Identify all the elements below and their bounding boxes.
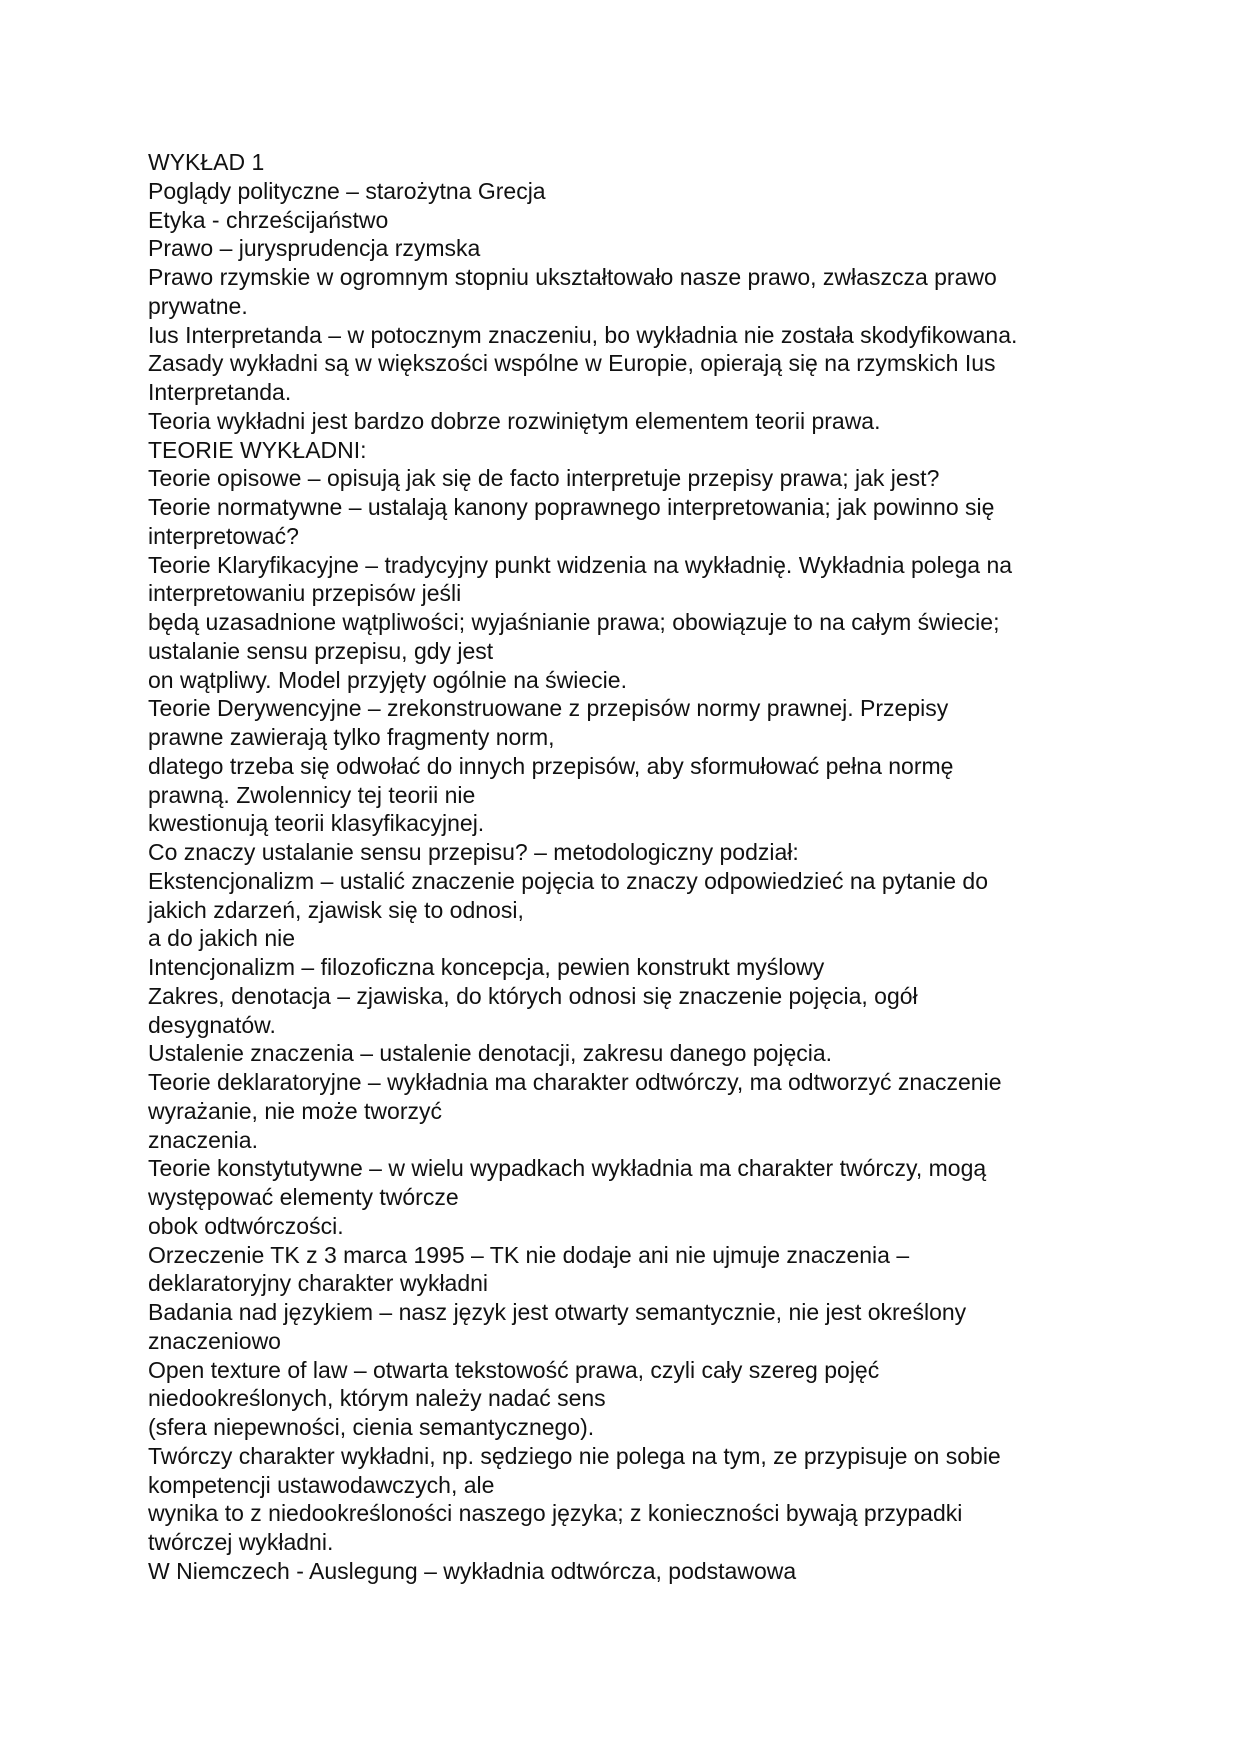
text-line: jakich zdarzeń, zjawisk się to odnosi,	[148, 896, 524, 923]
text-line: prawne zawierają tylko fragmenty norm,	[148, 724, 555, 750]
text-line: niedookreślonych, którym należy nadać sens	[148, 1385, 606, 1412]
text-line: prywatne.	[148, 292, 248, 319]
text-line: twórczej wykładni.	[148, 1529, 334, 1555]
text-line: W Niemczech - Auslegung – wykładnia odtwórcza, podstawowa	[148, 1557, 797, 1584]
text-line: Prawo rzymskie w ogromnym stopniu ukształtowało nasze prawo, zwłaszcza prawo	[148, 264, 997, 290]
text-line: Prawo – jurysprudencja rzymska	[148, 235, 481, 262]
text-line: ustalanie sensu przepisu, gdy jest	[148, 637, 494, 664]
text-line: Badania nad językiem – nasz język jest otwarty semantycznie, nie jest określony	[148, 1299, 967, 1325]
text-line: Teorie Derywencyjne – zrekonstruowane z przepisów normy prawnej. Przepisy	[148, 695, 949, 722]
text-line: on wątpliwy. Model przyjęty ogólnie na świecie.	[148, 666, 627, 693]
text-line: Teorie opisowe – opisują jak się de facto interpretuje przepisy prawa; jak jest?	[148, 465, 940, 492]
text-line: znaczeniowo	[148, 1327, 281, 1354]
text-line: Ekstencjonalizm – ustalić znaczenie pojęcia to znaczy odpowiedzieć na pytanie do	[148, 867, 988, 894]
text-line: występować elementy twórcze	[148, 1184, 459, 1210]
text-line: będą uzasadnione wątpliwości; wyjaśnianie prawa; obowiązuje to na całym świecie;	[148, 609, 1000, 635]
text-line: a do jakich nie	[148, 925, 296, 952]
text-line: dlatego trzeba się odwołać do innych przepisów, aby sformułować pełna normę	[148, 752, 954, 779]
text-line: Teoria wykładni jest bardzo dobrze rozwiniętym elementem teorii prawa.	[148, 407, 881, 434]
text-line: Teorie deklaratoryjne – wykładnia ma charakter odtwórczy, ma odtworzyć znaczenie	[148, 1069, 1002, 1095]
text-line: obok odtwórczości.	[148, 1212, 344, 1239]
text-line: TEORIE WYKŁADNI:	[148, 436, 367, 463]
text-line: Ius Interpretanda – w potocznym znaczeniu, bo wykładnia nie została skodyfikowana.	[148, 321, 1018, 348]
text-line: Twórczy charakter wykładni, np. sędziego nie polega na tym, ze przypisuje on sobie	[148, 1442, 1001, 1469]
text-line: desygnatów.	[148, 1011, 276, 1038]
text-line: Open texture of law – otwarta tekstowość prawa, czyli cały szereg pojęć	[148, 1356, 880, 1383]
text-line: (sfera niepewności, cienia semantycznego).	[148, 1414, 595, 1440]
text-line: Interpretanda.	[148, 379, 292, 405]
document-body	[148, 148, 1108, 1586]
text-line: interpretować?	[148, 522, 299, 549]
text-line: Poglądy polityczne – starożytna Grecja	[148, 177, 546, 204]
text-line: Etyka - chrześcijaństwo	[148, 206, 389, 233]
text-line: Zakres, denotacja – zjawiska, do których odnosi się znaczenie pojęcia, ogół	[148, 982, 918, 1009]
text-line: wyrażanie, nie może tworzyć	[148, 1097, 442, 1124]
document-title: WYKŁAD 1	[148, 149, 265, 175]
text-line: Intencjonalizm – filozoficzna koncepcja, pewien konstrukt myślowy	[148, 954, 825, 980]
text-line: kompetencji ustawodawczych, ale	[148, 1471, 495, 1498]
text-line: Teorie konstytutywne – w wielu wypadkach wykładnia ma charakter twórczy, mogą	[148, 1155, 987, 1182]
text-line: deklaratoryjny charakter wykładni	[148, 1270, 489, 1297]
text-line: wynika to z niedookreśloności naszego języka; z konieczności bywają przypadki	[148, 1500, 963, 1527]
text-line: Co znaczy ustalanie sensu przepisu? – metodologiczny podział:	[148, 839, 799, 865]
text-line: Teorie normatywne – ustalają kanony poprawnego interpretowania; jak powinno się	[148, 494, 995, 520]
text-line: kwestionują teorii klasyfikacyjnej.	[148, 810, 485, 837]
text-line: Ustalenie znaczenia – ustalenie denotacji, zakresu danego pojęcia.	[148, 1040, 833, 1067]
text-line: Orzeczenie TK z 3 marca 1995 – TK nie dodaje ani nie ujmuje znaczenia –	[148, 1241, 910, 1268]
text-line: prawną. Zwolennicy tej teorii nie	[148, 781, 476, 808]
text-line: interpretowaniu przepisów jeśli	[148, 580, 462, 607]
text-line: Teorie Klaryfikacyjne – tradycyjny punkt widzenia na wykładnię. Wykładnia polega na	[148, 551, 1013, 578]
text-line: znaczenia.	[148, 1126, 258, 1153]
text-line: Zasady wykładni są w większości wspólne w Europie, opierają się na rzymskich Ius	[148, 350, 996, 377]
